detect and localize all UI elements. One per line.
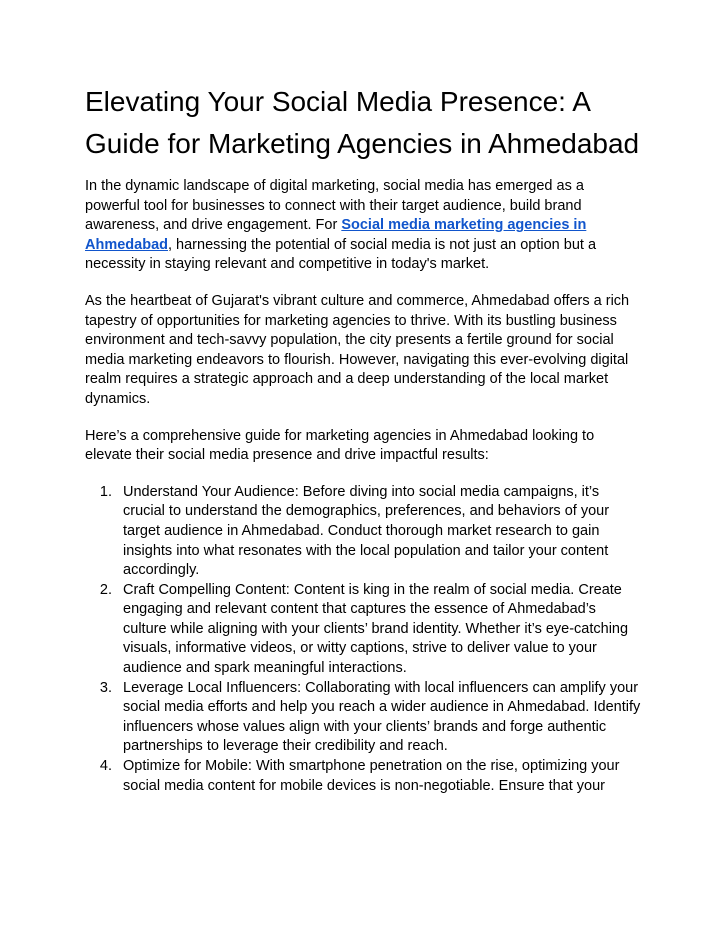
list-item-text: Understand Your Audience: Before diving into social media campaigns, it’s crucial to understand the demographics, preferences, and behaviors of your target audience in Ahmedabad. Conduct thorough market research to gain insights into what resonates with the local population and tailor your content accordingly. — [123, 483, 610, 579]
intro-text-after-link: , harnessing the potential of social media is not just an option but a necessity in staying relevant and competitive in today's market. — [85, 236, 597, 273]
list-item — [85, 483, 641, 581]
inline-link-social-media-agencies[interactable]: Social media marketing agencies in Ahmedabad — [85, 217, 587, 253]
list-item-number: 1. — [99, 483, 112, 500]
list-item-text: Leverage Local Influencers: Collaborating with local influencers can amplify your social media efforts and help you reach a wider audience in Ahmedabad. Identify influencers whose values align with your clients’ brands and forge authentic partnerships to leverage their credibility and reach. — [123, 679, 641, 755]
list-item-text: Optimize for Mobile: With smartphone penetration on the rise, optimizing your social media content for mobile devices is non-negotiable. Ensure that your — [123, 758, 620, 794]
list-item — [85, 581, 641, 679]
numbered-list — [85, 483, 641, 797]
list-item-text: Craft Compelling Content: Content is king in the realm of social media. Create engaging and relevant content that captures the essence of Ahmedabad’s culture while aligning with your clients’ brand identity. Whether it’s eye-catching visuals, informative videos, or witty captions, strive to deliver value to your audience and spark meaningful interactions. — [123, 581, 629, 677]
list-item-number: 4. — [99, 758, 112, 775]
paragraph-intro — [85, 177, 641, 275]
list-item-number: 2. — [99, 581, 112, 598]
list-item-number: 3. — [99, 679, 112, 696]
paragraph-guide-lead: Here’s a comprehensive guide for marketing agencies in Ahmedabad looking to elevate their social media presence and drive impactful results: — [85, 427, 595, 464]
document-title: Elevating Your Social Media Presence: A Guide for Marketing Agencies in Ahmedabad — [85, 86, 640, 159]
intro-text-before-link: In the dynamic landscape of digital marketing, social media has emerged as a powerful tool for businesses to connect with their target audience, build brand awareness, and drive engagement. For — [85, 178, 584, 234]
list-item — [85, 679, 641, 757]
list-item — [85, 757, 641, 796]
paragraph-city-overview: As the heartbeat of Gujarat's vibrant culture and commerce, Ahmedabad offers a rich tapestry of opportunities for marketing agencies to thrive. With its bustling business environment and tech-savvy population, the city presents a fertile ground for social media marketing endeavors to flourish. However, navigating this ever-evolving digital realm requires a strategic approach and a deep understanding of the local market dynamics. — [85, 292, 630, 407]
